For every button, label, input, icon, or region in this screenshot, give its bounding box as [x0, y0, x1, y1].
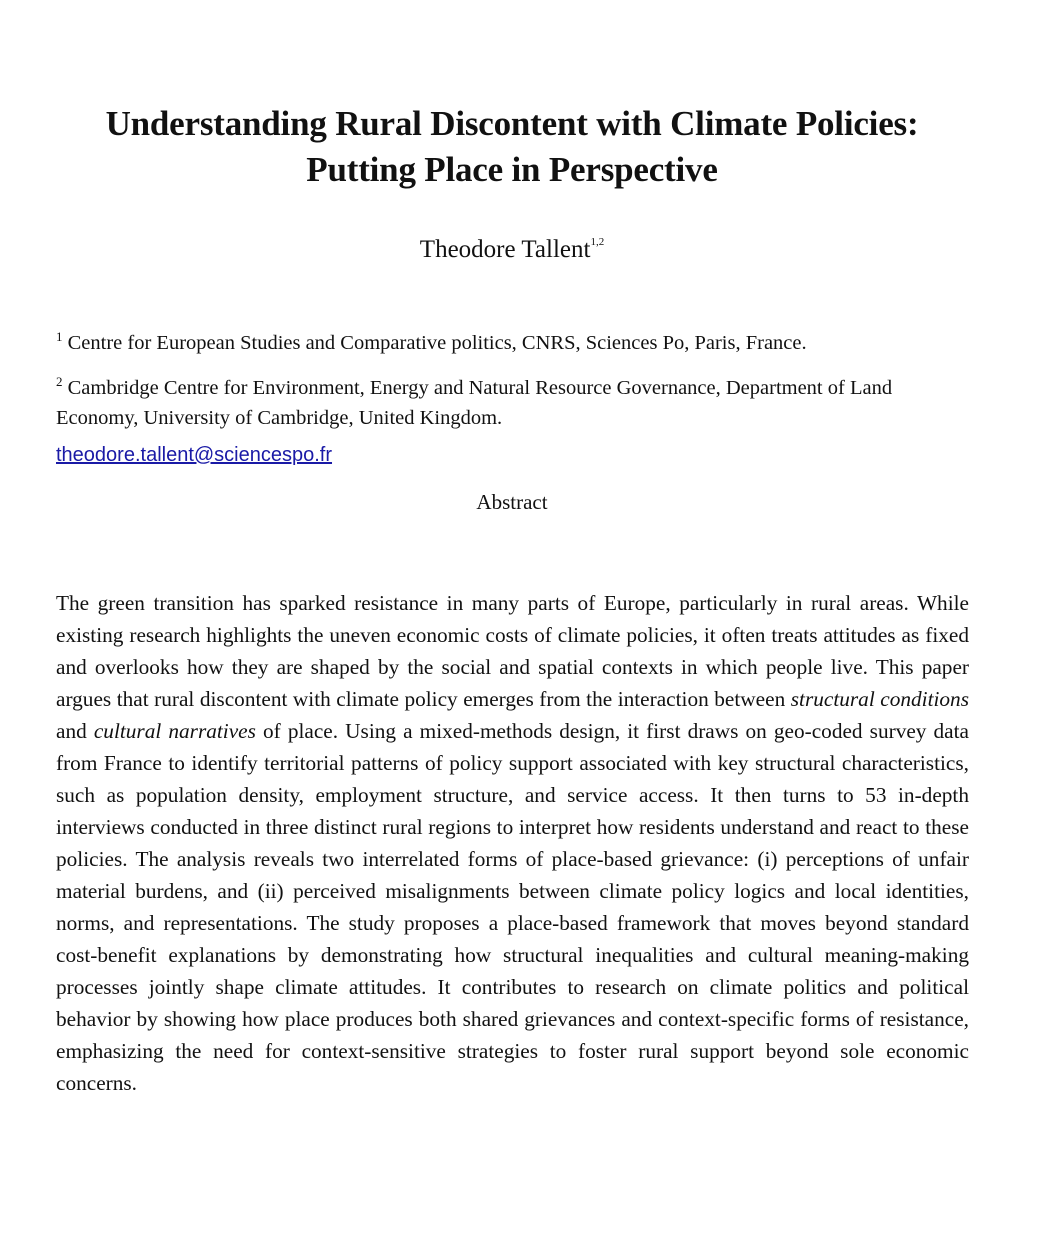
author-line	[0, 226, 1024, 266]
abstract-body	[56, 587, 969, 1099]
affiliation-mark: 1	[56, 329, 63, 344]
abstract-text-3: of place. Using a mixed-methods design, it first draws on geo-coded survey data from France to identify territorial patterns of policy support associated with key structural characteristics, such as population density, employment structure, and service access. It then turns to 53 in-depth interviews conducted in three distinct rural regions to interpret how residents understand and react to these policies. The analysis reveals two interrelated forms of place-based grievance: (i) perceptions of unfair material burdens, and (ii) perceived misalignments between climate policy logics and local identities, norms, and representations. The study proposes a place-based framework that moves beyond standard cost-benefit explanations by demonstrating how structural inequalities and cultural meaning-making processes jointly shape climate attitudes. It contributes to research on climate politics and political behavior by showing how place produces both shared grievances and context-specific forms of resistance, emphasizing the need for context-sensitive strategies to foster rural support beyond sole economic concerns.	[56, 719, 970, 1095]
affiliation-2	[56, 367, 970, 433]
author-affiliation-marks: 1,2	[590, 236, 605, 248]
abstract-heading: Abstract	[476, 490, 548, 514]
abstract-text-2: and	[56, 719, 94, 743]
affiliation-text: Centre for European Studies and Comparative politics, CNRS, Sciences Po, Paris, France.	[67, 332, 807, 354]
title-line-2: Putting Place in Perspective	[306, 150, 718, 189]
abstract-emphasis-1: structural conditions	[790, 687, 969, 711]
affiliation-1	[56, 322, 970, 358]
author-email-link[interactable]: theodore.tallent@sciencespo.fr	[56, 444, 333, 466]
abstract-emphasis-2: cultural narratives	[93, 719, 256, 743]
affiliation-text: Cambridge Centre for Environment, Energy and Natural Resource Governance, Department of Land Economy, University of Cambridge, United Kingdom.	[56, 377, 893, 429]
affiliation-mark: 2	[56, 374, 63, 389]
abstract-text-1: The green transition has sparked resistance in many parts of Europe, particularly in rural areas. While existing research highlights the uneven economic costs of climate policies, it often treats attitudes as fixed and overlooks how they are shaped by the social and spatial contexts in which people live. This paper argues that rural discontent with climate policy emerges from the interaction between	[56, 591, 969, 711]
title-line-1: Understanding Rural Discontent with Climate Policies:	[105, 104, 919, 143]
author-name: Theodore Tallent	[419, 236, 591, 263]
paper-title	[0, 101, 1024, 193]
